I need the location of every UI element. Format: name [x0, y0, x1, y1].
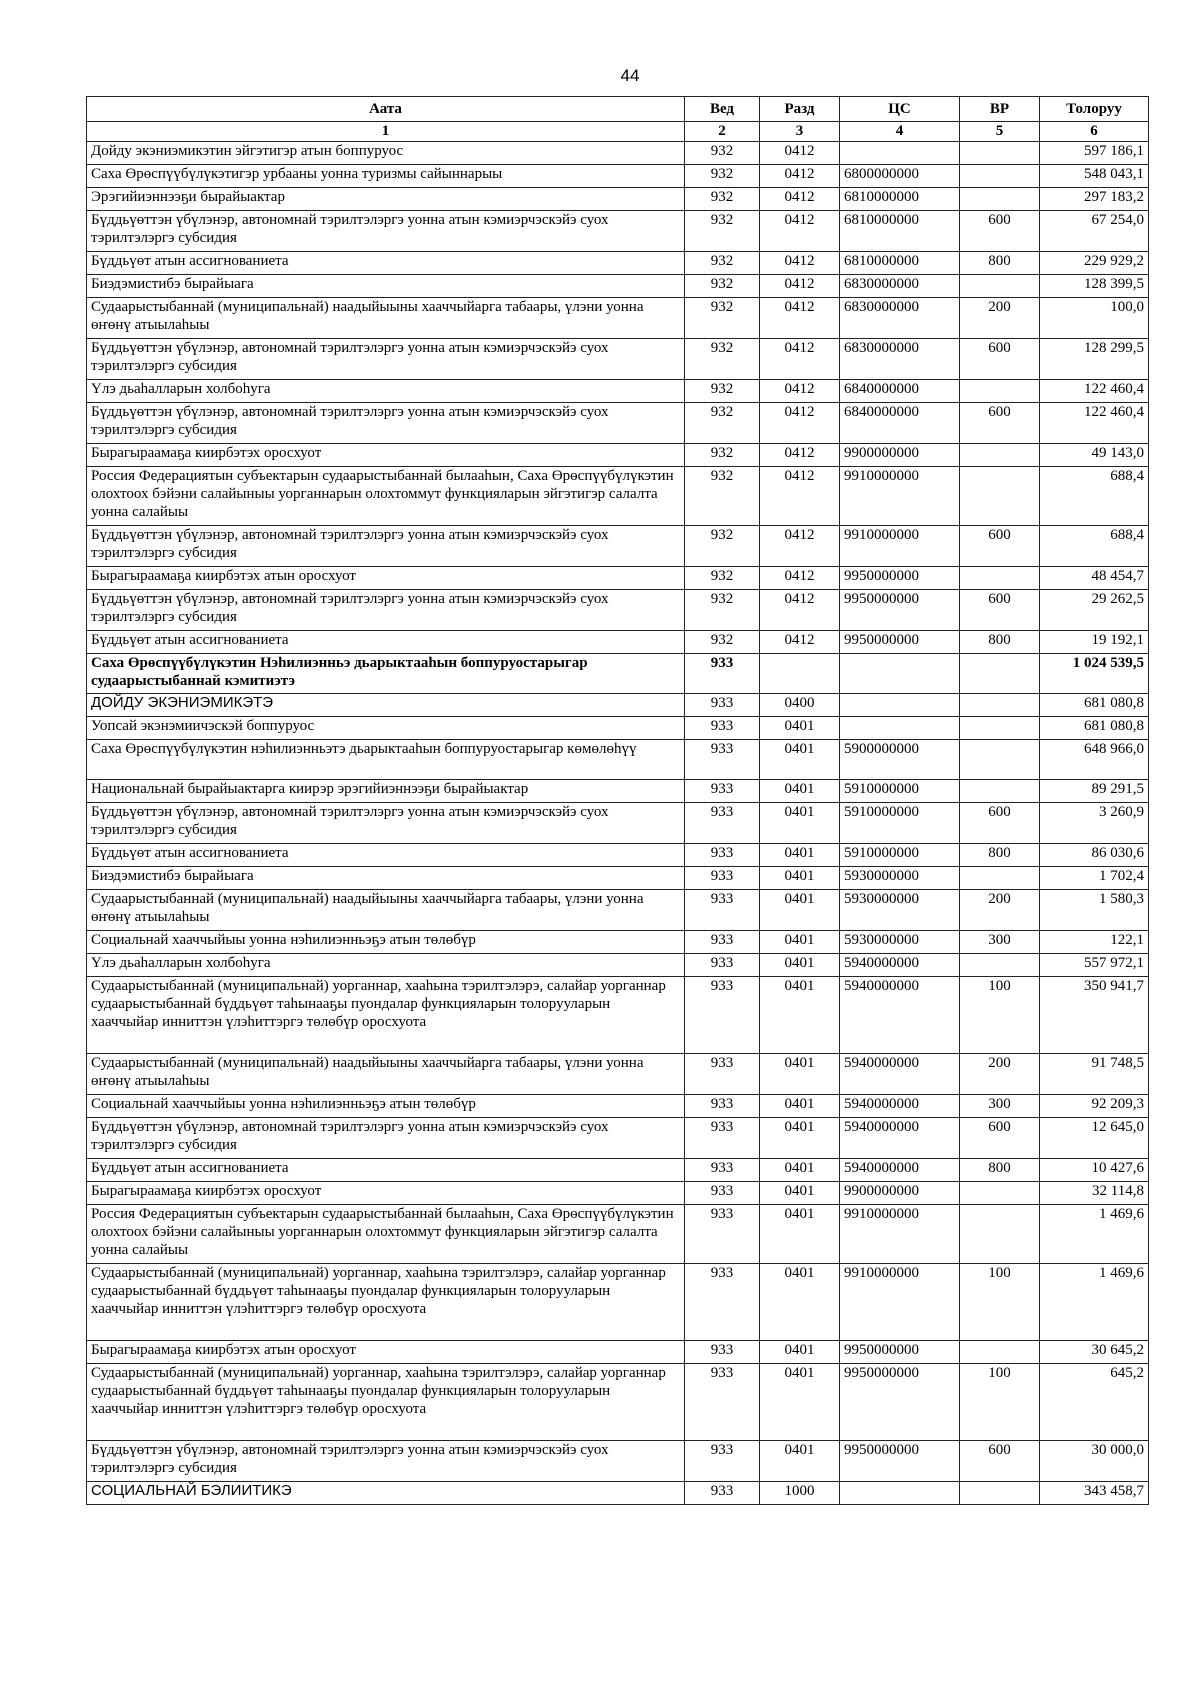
row-name-cell: Дойду экэниэмикэтин эйгэтигэр атын боппуруос: [87, 142, 685, 165]
row-razd-cell: 0412: [760, 142, 840, 165]
table-row: [87, 867, 1149, 890]
row-name-cell: Бырагыраамаҕа киирбэтэх атын оросхуот: [87, 1341, 685, 1364]
row-ved-cell: 933: [685, 1341, 760, 1364]
row-razd-cell: 0412: [760, 380, 840, 403]
table-row: [87, 1095, 1149, 1118]
row-vr-cell: 800: [960, 252, 1040, 275]
row-vr-cell: 600: [960, 803, 1040, 844]
row-cs-cell: 5930000000: [840, 931, 960, 954]
row-cs-cell: 9950000000: [840, 1364, 960, 1441]
row-cs-cell: [840, 142, 960, 165]
table-row: [87, 165, 1149, 188]
row-cs-cell: 5910000000: [840, 780, 960, 803]
row-cs-cell: [840, 654, 960, 694]
row-name-cell: Социальнай хааччыйыы уонна нэһилиэнньэҕэ атын төлөбүр: [87, 1095, 685, 1118]
row-amount-cell: 557 972,1: [1040, 954, 1149, 977]
table-row: [87, 694, 1149, 717]
row-vr-cell: [960, 740, 1040, 780]
column-number: 4: [840, 122, 960, 142]
row-name-cell: Бүддьүөт атын ассигнованиета: [87, 1159, 685, 1182]
row-ved-cell: 933: [685, 867, 760, 890]
row-cs-cell: [840, 717, 960, 740]
table-row: [87, 1364, 1149, 1441]
row-amount-cell: 3 260,9: [1040, 803, 1149, 844]
row-name-cell: Саха Өрөспүүбүлүкэтигэр урбааны уонна туризмы сайыннарыы: [87, 165, 685, 188]
row-vr-cell: 800: [960, 631, 1040, 654]
row-vr-cell: [960, 567, 1040, 590]
row-razd-cell: 0401: [760, 844, 840, 867]
row-amount-cell: 91 748,5: [1040, 1054, 1149, 1095]
row-ved-cell: 932: [685, 567, 760, 590]
row-amount-cell: 122 460,4: [1040, 403, 1149, 444]
row-cs-cell: 5930000000: [840, 867, 960, 890]
row-cs-cell: 6810000000: [840, 252, 960, 275]
row-amount-cell: 29 262,5: [1040, 590, 1149, 631]
row-razd-cell: 0401: [760, 931, 840, 954]
row-cs-cell: 9910000000: [840, 467, 960, 526]
row-amount-cell: 19 192,1: [1040, 631, 1149, 654]
row-name-cell: Бүддьүөттэн үбүлэнэр, автономнай тэрилтэлэргэ уонна атын кэмиэрчэскэйэ суох тэрилтэлэргэ субсидия: [87, 803, 685, 844]
row-ved-cell: 932: [685, 142, 760, 165]
row-razd-cell: 0412: [760, 211, 840, 252]
table-row: [87, 188, 1149, 211]
table-row: [87, 1159, 1149, 1182]
row-vr-cell: 600: [960, 590, 1040, 631]
row-razd-cell: 0412: [760, 188, 840, 211]
row-razd-cell: 0401: [760, 803, 840, 844]
header-cs: ЦС: [840, 97, 960, 122]
row-name-cell: Биэдэмистибэ бырайыага: [87, 867, 685, 890]
row-amount-cell: 229 929,2: [1040, 252, 1149, 275]
row-razd-cell: 0412: [760, 567, 840, 590]
row-name-cell: Бырагыраамаҕа киирбэтэх оросхуот: [87, 444, 685, 467]
row-cs-cell: 5940000000: [840, 1159, 960, 1182]
row-amount-cell: 100,0: [1040, 298, 1149, 339]
row-ved-cell: 933: [685, 694, 760, 717]
row-ved-cell: 932: [685, 298, 760, 339]
row-razd-cell: 0401: [760, 717, 840, 740]
row-name-cell: Россия Федерациятын субъектарын судаарыстыбаннай былааһын, Саха Өрөспүүбүлүкэтин олохтоох бэйэни салайыныы уорганнарын олохтоммут функцияларын эйгэтигэр салалта уонна салайыы: [87, 467, 685, 526]
row-name-cell: Бырагыраамаҕа киирбэтэх атын оросхуот: [87, 567, 685, 590]
row-vr-cell: 100: [960, 1364, 1040, 1441]
row-name-cell: Үлэ дьаһалларын холбоһуга: [87, 954, 685, 977]
row-razd-cell: 0401: [760, 1264, 840, 1341]
row-amount-cell: 1 580,3: [1040, 890, 1149, 931]
header-row: [87, 97, 1149, 122]
row-vr-cell: 300: [960, 931, 1040, 954]
row-cs-cell: 6830000000: [840, 275, 960, 298]
header-aata: Аата: [87, 97, 685, 122]
row-cs-cell: 5940000000: [840, 1118, 960, 1159]
row-amount-cell: 32 114,8: [1040, 1182, 1149, 1205]
header-razd: Разд: [760, 97, 840, 122]
row-name-cell: Бүддьүөт атын ассигнованиета: [87, 252, 685, 275]
row-ved-cell: 933: [685, 654, 760, 694]
row-name-cell: Судаарыстыбаннай (муниципальнай) уорганнар, хааһына тэрилтэлэрэ, салайар уорганнар судаарыстыбаннай бүддьүөт таһынааҕы пуондалар функцияларын толорууларын хааччыйар инниттэн үлэһиттэргэ төлөбүр оросхуота: [87, 977, 685, 1054]
row-ved-cell: 932: [685, 275, 760, 298]
row-ved-cell: 932: [685, 188, 760, 211]
row-amount-cell: 12 645,0: [1040, 1118, 1149, 1159]
row-cs-cell: 5940000000: [840, 1095, 960, 1118]
row-cs-cell: 9950000000: [840, 1341, 960, 1364]
row-ved-cell: 932: [685, 252, 760, 275]
row-vr-cell: [960, 1182, 1040, 1205]
row-vr-cell: [960, 275, 1040, 298]
table-row: [87, 931, 1149, 954]
row-vr-cell: [960, 188, 1040, 211]
table-row: [87, 1118, 1149, 1159]
row-razd-cell: 0412: [760, 252, 840, 275]
table-row: [87, 1482, 1149, 1505]
row-amount-cell: 86 030,6: [1040, 844, 1149, 867]
table-row: [87, 444, 1149, 467]
row-name-cell: ДОЙДУ ЭКЭНИЭМИКЭТЭ: [87, 694, 685, 717]
row-amount-cell: 1 469,6: [1040, 1264, 1149, 1341]
row-name-cell: Бүддьүөттэн үбүлэнэр, автономнай тэрилтэлэргэ уонна атын кэмиэрчэскэйэ суох тэрилтэлэргэ субсидия: [87, 526, 685, 567]
header-vr: ВР: [960, 97, 1040, 122]
row-vr-cell: 600: [960, 403, 1040, 444]
row-vr-cell: [960, 717, 1040, 740]
row-cs-cell: 5940000000: [840, 977, 960, 1054]
row-cs-cell: 9950000000: [840, 567, 960, 590]
row-ved-cell: 933: [685, 1182, 760, 1205]
row-cs-cell: 6800000000: [840, 165, 960, 188]
row-vr-cell: [960, 467, 1040, 526]
row-amount-cell: 597 186,1: [1040, 142, 1149, 165]
row-amount-cell: 645,2: [1040, 1364, 1149, 1441]
row-cs-cell: 9900000000: [840, 444, 960, 467]
row-name-cell: Бүддьүөттэн үбүлэнэр, автономнай тэрилтэлэргэ уонна атын кэмиэрчэскэйэ суох тэрилтэлэргэ субсидия: [87, 1441, 685, 1482]
row-razd-cell: 0400: [760, 694, 840, 717]
row-cs-cell: 9950000000: [840, 1441, 960, 1482]
column-number: 6: [1040, 122, 1149, 142]
row-amount-cell: 92 209,3: [1040, 1095, 1149, 1118]
row-ved-cell: 933: [685, 1205, 760, 1264]
row-razd-cell: 0401: [760, 1159, 840, 1182]
row-cs-cell: [840, 694, 960, 717]
table-row: [87, 403, 1149, 444]
column-number: 5: [960, 122, 1040, 142]
row-razd-cell: 0412: [760, 590, 840, 631]
row-cs-cell: 9910000000: [840, 1205, 960, 1264]
row-vr-cell: [960, 1205, 1040, 1264]
row-amount-cell: 681 080,8: [1040, 694, 1149, 717]
row-ved-cell: 932: [685, 467, 760, 526]
row-razd-cell: 0412: [760, 444, 840, 467]
row-ved-cell: 933: [685, 803, 760, 844]
table-row: [87, 1341, 1149, 1364]
table-row: [87, 590, 1149, 631]
row-vr-cell: 300: [960, 1095, 1040, 1118]
row-vr-cell: 800: [960, 844, 1040, 867]
row-cs-cell: 9910000000: [840, 1264, 960, 1341]
row-cs-cell: 6840000000: [840, 380, 960, 403]
row-name-cell: СОЦИАЛЬНАЙ БЭЛИИТИКЭ: [87, 1482, 685, 1505]
row-cs-cell: 9950000000: [840, 631, 960, 654]
row-amount-cell: 10 427,6: [1040, 1159, 1149, 1182]
row-vr-cell: [960, 165, 1040, 188]
row-cs-cell: 6830000000: [840, 339, 960, 380]
row-amount-cell: 30 000,0: [1040, 1441, 1149, 1482]
row-name-cell: Бүддьүөттэн үбүлэнэр, автономнай тэрилтэлэргэ уонна атын кэмиэрчэскэйэ суох тэрилтэлэргэ субсидия: [87, 1118, 685, 1159]
column-number: 1: [87, 122, 685, 142]
row-razd-cell: 0401: [760, 1095, 840, 1118]
row-razd-cell: 0401: [760, 1054, 840, 1095]
row-razd-cell: 0401: [760, 1341, 840, 1364]
row-amount-cell: 67 254,0: [1040, 211, 1149, 252]
row-name-cell: Бүддьүөт атын ассигнованиета: [87, 844, 685, 867]
table-row: [87, 803, 1149, 844]
row-vr-cell: [960, 867, 1040, 890]
header-ved: Вед: [685, 97, 760, 122]
row-ved-cell: 933: [685, 931, 760, 954]
row-ved-cell: 932: [685, 211, 760, 252]
row-name-cell: Социальнай хааччыйыы уонна нэһилиэнньэҕэ атын төлөбүр: [87, 931, 685, 954]
row-ved-cell: 932: [685, 590, 760, 631]
row-amount-cell: 89 291,5: [1040, 780, 1149, 803]
row-ved-cell: 933: [685, 1264, 760, 1341]
row-cs-cell: 5910000000: [840, 803, 960, 844]
table-row: [87, 211, 1149, 252]
table-body: [87, 142, 1149, 1505]
row-cs-cell: 6810000000: [840, 188, 960, 211]
table-row: [87, 954, 1149, 977]
row-razd-cell: 0401: [760, 867, 840, 890]
row-vr-cell: [960, 444, 1040, 467]
row-cs-cell: 5940000000: [840, 954, 960, 977]
row-amount-cell: 122,1: [1040, 931, 1149, 954]
table-row: [87, 844, 1149, 867]
row-razd-cell: 0401: [760, 1364, 840, 1441]
row-name-cell: Үлэ дьаһалларын холбоһуга: [87, 380, 685, 403]
row-name-cell: Бүддьүөттэн үбүлэнэр, автономнай тэрилтэлэргэ уонна атын кэмиэрчэскэйэ суох тэрилтэлэргэ субсидия: [87, 590, 685, 631]
row-name-cell: Бүддьүөт атын ассигнованиета: [87, 631, 685, 654]
table-row: [87, 654, 1149, 694]
table-row: [87, 1182, 1149, 1205]
row-amount-cell: 343 458,7: [1040, 1482, 1149, 1505]
row-vr-cell: [960, 954, 1040, 977]
row-vr-cell: 200: [960, 890, 1040, 931]
row-name-cell: Судаарыстыбаннай (муниципальнай) наадыйыыны хааччыйарга табаары, үлэни уонна өҥөнү атыылаһыы: [87, 1054, 685, 1095]
row-amount-cell: 122 460,4: [1040, 380, 1149, 403]
row-razd-cell: 0412: [760, 339, 840, 380]
row-razd-cell: 0412: [760, 526, 840, 567]
row-name-cell: Национальнай бырайыактарга киирэр эрэгийиэннээҕи бырайыактар: [87, 780, 685, 803]
row-amount-cell: 1 702,4: [1040, 867, 1149, 890]
row-name-cell: Судаарыстыбаннай (муниципальнай) уорганнар, хааһына тэрилтэлэрэ, салайар уорганнар судаарыстыбаннай бүддьүөт таһынааҕы пуондалар функцияларын толорууларын хааччыйар инниттэн үлэһиттэргэ төлөбүр оросхуота: [87, 1264, 685, 1341]
row-amount-cell: 648 966,0: [1040, 740, 1149, 780]
row-amount-cell: 30 645,2: [1040, 1341, 1149, 1364]
table-row: [87, 339, 1149, 380]
row-amount-cell: 350 941,7: [1040, 977, 1149, 1054]
table-row: [87, 1054, 1149, 1095]
row-name-cell: Саха Өрөспүүбүлүкэтин Нэһилиэнньэ дьарыктааһын боппуруостарыгар судаарыстыбаннай кэмитиэтэ: [87, 654, 685, 694]
row-cs-cell: 5900000000: [840, 740, 960, 780]
row-cs-cell: 9910000000: [840, 526, 960, 567]
row-vr-cell: 600: [960, 1441, 1040, 1482]
table-row: [87, 252, 1149, 275]
row-vr-cell: [960, 1341, 1040, 1364]
row-name-cell: Россия Федерациятын субъектарын судаарыстыбаннай былааһын, Саха Өрөспүүбүлүкэтин олохтоох бэйэни салайыныы уорганнарын олохтоммут функцияларын эйгэтигэр салалта уонна салайыы: [87, 1205, 685, 1264]
row-name-cell: Бырагыраамаҕа киирбэтэх оросхуот: [87, 1182, 685, 1205]
row-vr-cell: [960, 142, 1040, 165]
row-vr-cell: [960, 1482, 1040, 1505]
row-cs-cell: 6830000000: [840, 298, 960, 339]
row-ved-cell: 933: [685, 780, 760, 803]
table-row: [87, 717, 1149, 740]
column-number: 2: [685, 122, 760, 142]
row-vr-cell: 100: [960, 1264, 1040, 1341]
row-ved-cell: 932: [685, 631, 760, 654]
row-name-cell: Бүддьүөттэн үбүлэнэр, автономнай тэрилтэлэргэ уонна атын кэмиэрчэскэйэ суох тэрилтэлэргэ субсидия: [87, 403, 685, 444]
row-cs-cell: 9950000000: [840, 590, 960, 631]
table-row: [87, 526, 1149, 567]
table-row: [87, 567, 1149, 590]
row-ved-cell: 933: [685, 1482, 760, 1505]
table-row: [87, 740, 1149, 780]
row-vr-cell: 100: [960, 977, 1040, 1054]
table-row: [87, 275, 1149, 298]
row-razd-cell: 0412: [760, 467, 840, 526]
row-ved-cell: 933: [685, 740, 760, 780]
row-ved-cell: 932: [685, 444, 760, 467]
header-amount: Толоруу: [1040, 97, 1149, 122]
row-vr-cell: 600: [960, 211, 1040, 252]
row-amount-cell: 49 143,0: [1040, 444, 1149, 467]
table-row: [87, 1441, 1149, 1482]
row-name-cell: Бүддьүөттэн үбүлэнэр, автономнай тэрилтэлэргэ уонна атын кэмиэрчэскэйэ суох тэрилтэлэргэ субсидия: [87, 211, 685, 252]
row-amount-cell: 548 043,1: [1040, 165, 1149, 188]
row-razd-cell: 0401: [760, 1441, 840, 1482]
table-row: [87, 298, 1149, 339]
row-cs-cell: 5940000000: [840, 1054, 960, 1095]
row-razd-cell: 0401: [760, 740, 840, 780]
page-number: 44: [620, 66, 640, 85]
row-ved-cell: 932: [685, 526, 760, 567]
table-row: [87, 1205, 1149, 1264]
row-ved-cell: 933: [685, 1441, 760, 1482]
row-razd-cell: 0412: [760, 165, 840, 188]
row-amount-cell: 688,4: [1040, 526, 1149, 567]
row-name-cell: Бүддьүөттэн үбүлэнэр, автономнай тэрилтэлэргэ уонна атын кэмиэрчэскэйэ суох тэрилтэлэргэ субсидия: [87, 339, 685, 380]
row-amount-cell: 1 469,6: [1040, 1205, 1149, 1264]
row-cs-cell: [840, 1482, 960, 1505]
table-row: [87, 631, 1149, 654]
row-ved-cell: 932: [685, 380, 760, 403]
row-name-cell: Судаарыстыбаннай (муниципальнай) уорганнар, хааһына тэрилтэлэрэ, салайар уорганнар судаарыстыбаннай бүддьүөт таһынааҕы пуондалар функцияларын толорууларын хааччыйар инниттэн үлэһиттэргэ төлөбүр оросхуота: [87, 1364, 685, 1441]
table-row: [87, 1264, 1149, 1341]
row-amount-cell: 297 183,2: [1040, 188, 1149, 211]
row-cs-cell: 6810000000: [840, 211, 960, 252]
row-ved-cell: 932: [685, 165, 760, 188]
row-razd-cell: 0401: [760, 1182, 840, 1205]
row-vr-cell: [960, 654, 1040, 694]
row-cs-cell: 9900000000: [840, 1182, 960, 1205]
row-amount-cell: 128 299,5: [1040, 339, 1149, 380]
row-razd-cell: [760, 654, 840, 694]
row-ved-cell: 932: [685, 403, 760, 444]
row-ved-cell: 933: [685, 954, 760, 977]
row-amount-cell: 688,4: [1040, 467, 1149, 526]
row-vr-cell: [960, 780, 1040, 803]
row-razd-cell: 0401: [760, 1205, 840, 1264]
row-razd-cell: 0412: [760, 631, 840, 654]
row-amount-cell: 128 399,5: [1040, 275, 1149, 298]
row-ved-cell: 933: [685, 1364, 760, 1441]
table-row: [87, 467, 1149, 526]
row-name-cell: Уопсай экэнэмиичэскэй боппуруос: [87, 717, 685, 740]
row-razd-cell: 0401: [760, 890, 840, 931]
row-razd-cell: 0401: [760, 954, 840, 977]
row-razd-cell: 0412: [760, 403, 840, 444]
row-ved-cell: 933: [685, 1054, 760, 1095]
row-amount-cell: 48 454,7: [1040, 567, 1149, 590]
row-razd-cell: 0401: [760, 977, 840, 1054]
row-ved-cell: 933: [685, 977, 760, 1054]
row-razd-cell: 0412: [760, 275, 840, 298]
row-razd-cell: 0412: [760, 298, 840, 339]
row-ved-cell: 933: [685, 1159, 760, 1182]
table-row: [87, 890, 1149, 931]
row-amount-cell: 681 080,8: [1040, 717, 1149, 740]
row-vr-cell: [960, 694, 1040, 717]
table-row: [87, 380, 1149, 403]
row-vr-cell: 200: [960, 298, 1040, 339]
row-ved-cell: 932: [685, 339, 760, 380]
column-number-row: [87, 122, 1149, 142]
table-row: [87, 142, 1149, 165]
row-vr-cell: 600: [960, 1118, 1040, 1159]
row-ved-cell: 933: [685, 890, 760, 931]
row-name-cell: Судаарыстыбаннай (муниципальнай) наадыйыыны хааччыйарга табаары, үлэни уонна өҥөнү атыылаһыы: [87, 890, 685, 931]
row-vr-cell: [960, 380, 1040, 403]
row-name-cell: Биэдэмистибэ бырайыага: [87, 275, 685, 298]
row-cs-cell: 5930000000: [840, 890, 960, 931]
column-number: 3: [760, 122, 840, 142]
row-name-cell: Эрэгийиэннээҕи бырайыактар: [87, 188, 685, 211]
row-ved-cell: 933: [685, 844, 760, 867]
row-ved-cell: 933: [685, 1118, 760, 1159]
row-name-cell: Саха Өрөспүүбүлүкэтин нэһилиэнньэтэ дьарыктааһын боппуруостарыгар көмөлөһүү: [87, 740, 685, 780]
row-vr-cell: 600: [960, 339, 1040, 380]
row-vr-cell: 600: [960, 526, 1040, 567]
row-ved-cell: 933: [685, 717, 760, 740]
row-razd-cell: 0401: [760, 780, 840, 803]
row-cs-cell: 5910000000: [840, 844, 960, 867]
row-vr-cell: 200: [960, 1054, 1040, 1095]
row-vr-cell: 800: [960, 1159, 1040, 1182]
budget-table: [86, 96, 1149, 1505]
row-razd-cell: 0401: [760, 1118, 840, 1159]
table-row: [87, 977, 1149, 1054]
row-ved-cell: 933: [685, 1095, 760, 1118]
row-name-cell: Судаарыстыбаннай (муниципальнай) наадыйыыны хааччыйарга табаары, үлэни уонна өҥөнү атыылаһыы: [87, 298, 685, 339]
row-amount-cell: 1 024 539,5: [1040, 654, 1149, 694]
row-cs-cell: 6840000000: [840, 403, 960, 444]
row-razd-cell: 1000: [760, 1482, 840, 1505]
table-row: [87, 780, 1149, 803]
